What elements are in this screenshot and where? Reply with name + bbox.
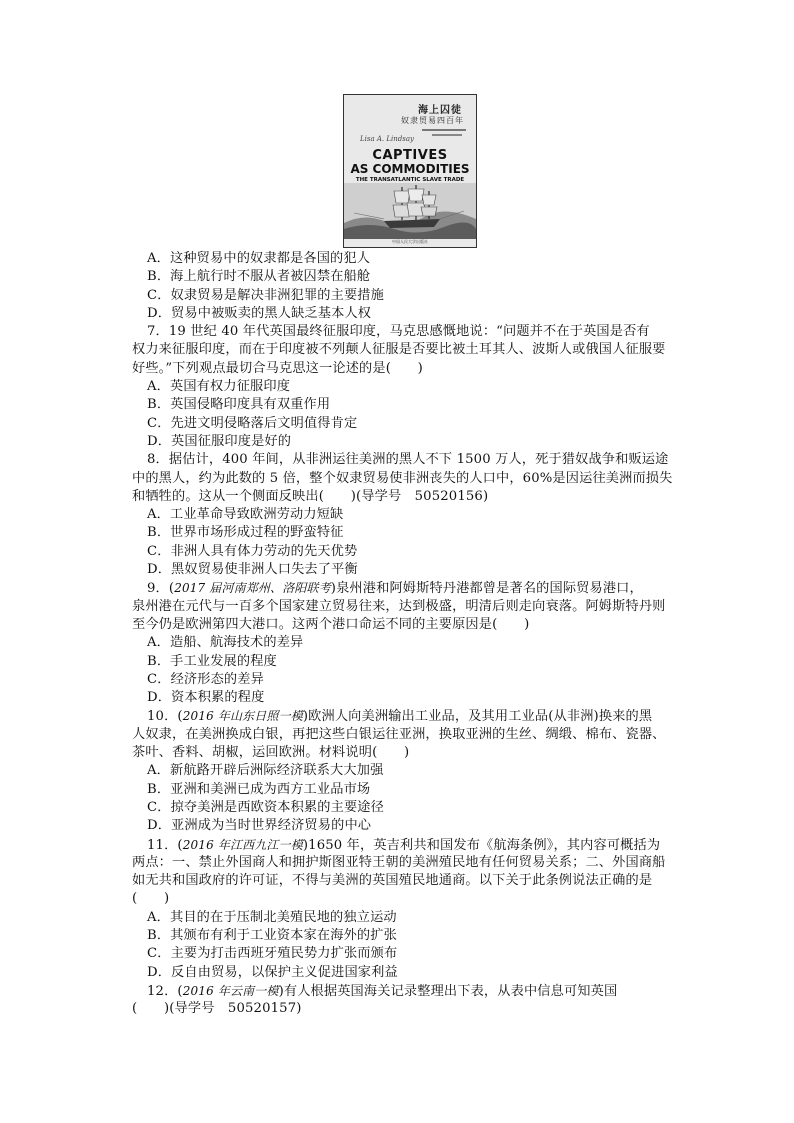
cover-title-en: CAPTIVES: [372, 148, 448, 163]
question-text-line: 两点：一、禁止外国商人和拥护斯图亚特王朝的美洲殖民地有任何贸易关系；二、外国商船: [132, 854, 666, 870]
question-stem: [132, 836, 662, 854]
answer-option: A．新航路开辟后洲际经济联系大大加强: [147, 763, 384, 779]
question-text-line: 中的黑人，约为此数的 5 倍，整个奴隶贸易使非洲丧失的人口中，60%是因运往美洲而损失: [132, 470, 673, 486]
question-number: 9．(: [147, 581, 175, 597]
cover-rule: [432, 134, 462, 136]
answer-option: C．经济形态的差异: [147, 671, 264, 687]
answer-option: B．其颁布有利于工业资本家在海外的扩张: [147, 927, 397, 943]
answer-option: A．其目的在于压制北美殖民地的独立运动: [147, 909, 397, 925]
ship-illustration: [344, 183, 476, 239]
question-text-line: 至今仍是欧洲第四大港口。这两个港口命运不同的主要原因是( ): [132, 616, 530, 632]
book-cover-image: [343, 94, 477, 248]
question-stem: [132, 579, 662, 597]
question-stem: 8．据估计，400 年间，从非洲运往美洲的黑人不下 1500 万人，死于猎奴战争和贩运途: [147, 452, 669, 468]
question-text-line: 泉州港在元代与一百多个国家建立贸易往来，达到极盛，明清后则走向衰落。阿姆斯特丹则: [132, 598, 666, 614]
question-text: )泉州港和阿姆斯特丹港都曾是著名的国际贸易港口，: [330, 581, 643, 597]
question-text-line: 权力来征服印度，而在于印度被不列颠人征服是否要比被土耳其人、波斯人或俄国人征服要: [132, 342, 666, 358]
question-source: 2016 年江西九江一模: [182, 837, 303, 852]
question-source: 2017 届河南郑州、洛阳联考: [174, 581, 331, 596]
cover-rule: [422, 129, 466, 131]
answer-option: D．资本积累的程度: [147, 690, 265, 706]
question-number: 11．(: [147, 837, 183, 853]
answer-option: B．英国侵略印度具有双重作用: [147, 397, 331, 413]
question-source: 2016 年云南一模: [182, 983, 279, 998]
answer-option: D．英国征服印度是好的: [147, 433, 292, 449]
question-number: 10．(: [147, 709, 183, 725]
answer-option: A．工业革命导致欧洲劳动力短缺: [147, 507, 344, 523]
question-stem: [132, 982, 662, 1000]
question-text-line: 和牺牲的。这从一个侧面反映出( )(导学号 50520156): [132, 488, 489, 504]
cover-author-signature: Lisa A. Lindsay: [360, 135, 414, 143]
question-source: 2016 年山东日照一模: [182, 709, 303, 724]
question-text-line: ( ): [132, 891, 170, 907]
question-text: )欧洲人向美洲输出工业品，及其用工业品(从非洲)换来的黑: [302, 709, 653, 725]
question-text-body: [132, 250, 673, 1018]
question-stem: 7．19 世纪 40 年代英国最终征服印度，马克思感慨地说：“问题并不在于英国是否有: [147, 324, 650, 340]
question-stem: [132, 707, 662, 725]
question-text-line: 人奴隶，在美洲换成白银，再把这些白银运往亚洲，换取亚洲的生丝、绸缎、棉布、瓷器、: [132, 726, 666, 742]
cover-subtitle-en: THE TRANSATLANTIC SLAVE TRADE: [355, 177, 465, 183]
question-text-line: ( )(导学号 50520157): [132, 1001, 302, 1017]
question-text-line: 好些。”下列观点最切合马克思这一论述的是( ): [132, 360, 423, 376]
question-text-line: 如无共和国政府的许可证，不得与美洲的英国殖民地通商。以下关于此条例说法正确的是: [132, 873, 653, 889]
answer-option: D．贸易中被贩卖的黑人缺乏基本人权: [147, 305, 372, 321]
answer-option: B．手工业发展的程度: [147, 653, 277, 669]
answer-option: D．亚洲成为当时世界经济贸易的中心: [147, 818, 372, 834]
answer-option: C．奴隶贸易是解决非洲犯罪的主要措施: [147, 287, 384, 303]
answer-option: C．非洲人具有体力劳动的先天优势: [147, 543, 358, 559]
cover-publisher: 中国人民大学出版社: [392, 239, 428, 244]
answer-option: C．主要为打击西班牙殖民势力扩张而颁布: [147, 946, 398, 962]
answer-option: A．英国有权力征服印度: [147, 379, 291, 395]
answer-option: A．造船、航海技术的差异: [147, 635, 304, 651]
question-number: 12．(: [147, 983, 183, 999]
question-text-line: 茶叶、香料、胡椒，运回欧洲。材料说明( ): [132, 745, 410, 761]
answer-option: C．先进文明侵略落后文明值得肯定: [147, 415, 358, 431]
answer-option: B．世界市场形成过程的野蛮特征: [147, 525, 344, 541]
answer-option: B．亚洲和美洲已成为西方工业品市场: [147, 781, 371, 797]
cover-subtitle-cn: 奴隶贸易四百年: [401, 116, 464, 125]
cover-title-en: AS COMMODITIES: [350, 162, 470, 176]
answer-option: D．反自由贸易，以保护主义促进国家利益: [147, 964, 398, 980]
question-text: )有人根据英国海关记录整理出下表，从表中信息可知英国: [278, 983, 618, 999]
answer-option: A．这种贸易中的奴隶都是各国的犯人: [147, 251, 371, 266]
question-text: )1650 年，英吉利共和国发布《航海条例》，其内容可概括为: [302, 837, 661, 853]
cover-title-cn: 海上囚徒: [418, 105, 462, 116]
answer-option: C．掠夺美洲是西欧资本积累的主要途径: [147, 799, 384, 815]
answer-option: B．海上航行时不服从者被囚禁在船舱: [147, 269, 371, 285]
answer-option: D．黑奴贸易使非洲人口失去了平衡: [147, 562, 358, 578]
